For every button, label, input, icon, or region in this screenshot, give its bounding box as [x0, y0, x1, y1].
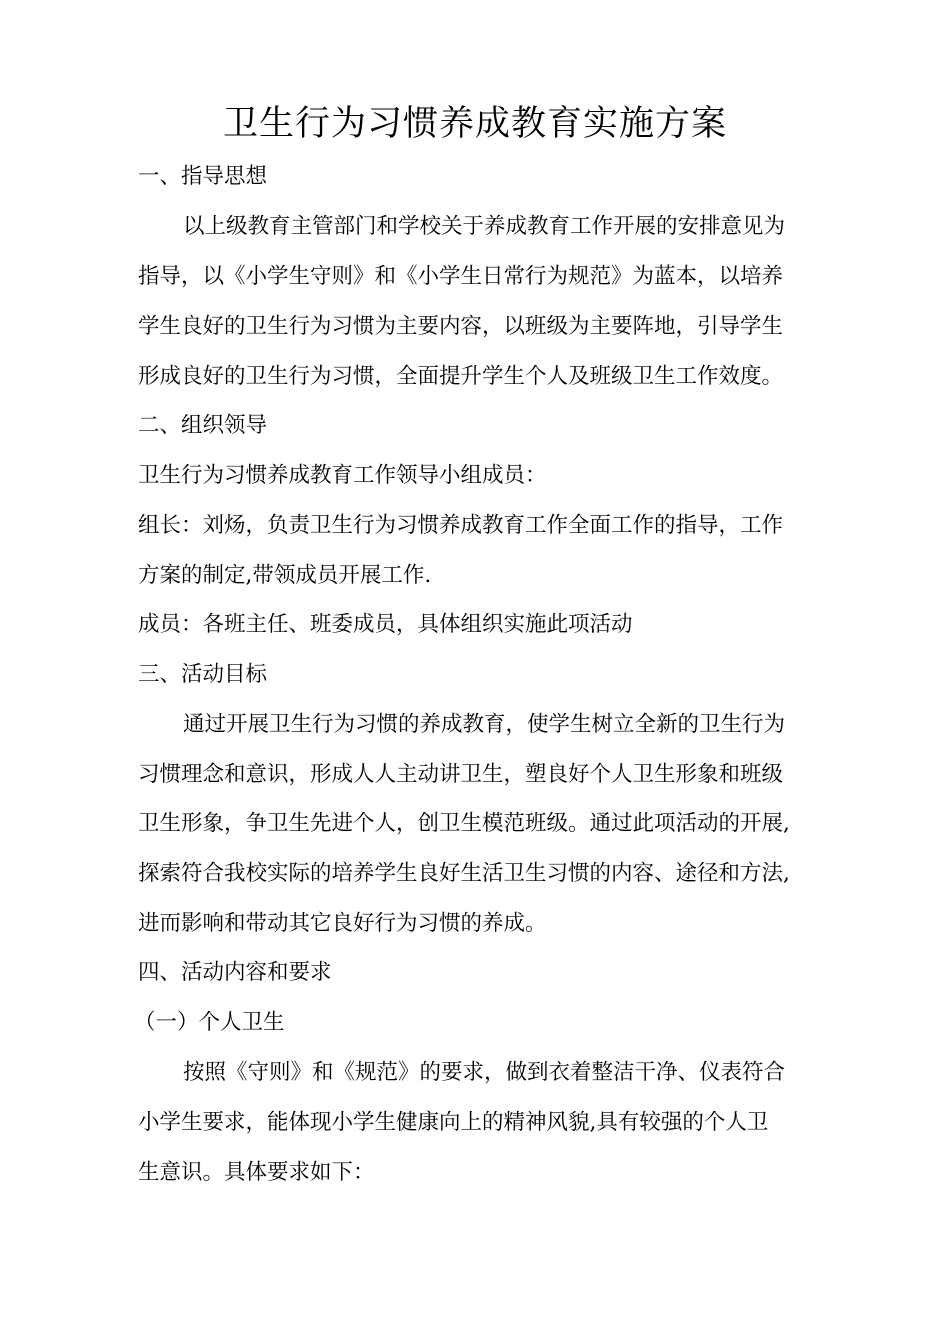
- paragraph-line: 通过开展卫生行为习惯的养成教育，使学生树立全新的卫生行为: [183, 712, 786, 737]
- document-title: 卫生行为习惯养成教育实施方案: [222, 104, 727, 144]
- paragraph-line: 进而影响和带动其它良好行为习惯的养成。: [138, 911, 547, 936]
- paragraph-line: 生意识。具体要求如下：: [138, 1160, 375, 1185]
- section-heading-activity-content: 四、活动内容和要求: [138, 960, 332, 985]
- paragraph-line: 按照《守则》和《规范》的要求，做到衣着整洁干净、仪表符合: [183, 1060, 786, 1085]
- section-heading-guiding-thought: 一、指导思想: [138, 164, 268, 189]
- paragraph-line: 卫生行为习惯养成教育工作领导小组成员：: [138, 463, 547, 488]
- paragraph-line: 探索符合我校实际的培养学生良好生活卫生习惯的内容、途径和方法,: [138, 861, 790, 886]
- paragraph-line: 卫生形象，争卫生先进个人，创卫生模范班级。通过此项活动的开展,: [138, 811, 790, 836]
- paragraph-line: 形成良好的卫生行为习惯，全面提升学生个人及班级卫生工作效度。: [138, 364, 784, 389]
- paragraph-line: 习惯理念和意识，形成人人主动讲卫生，塑良好个人卫生形象和班级: [138, 762, 784, 787]
- paragraph-line: 成员：各班主任、班委成员，具体组织实施此项活动: [138, 612, 633, 637]
- paragraph-line: 组长：刘炀，负责卫生行为习惯养成教育工作全面工作的指导，工作: [138, 513, 784, 538]
- section-heading-activity-goals: 三、活动目标: [138, 662, 268, 687]
- subsection-heading-personal-hygiene: （一）个人卫生: [134, 1010, 285, 1035]
- section-heading-organization: 二、组织领导: [138, 413, 268, 438]
- paragraph-line: 小学生要求，能体现小学生健康向上的精神风貌,具有较强的个人卫: [138, 1110, 769, 1135]
- paragraph-line: 方案的制定,带领成员开展工作.: [138, 563, 432, 588]
- paragraph-line: 指导，以《小学生守则》和《小学生日常行为规范》为蓝本，以培养: [138, 264, 784, 289]
- paragraph-line: 学生良好的卫生行为习惯为主要内容，以班级为主要阵地，引导学生: [138, 314, 784, 339]
- paragraph-line: 以上级教育主管部门和学校关于养成教育工作开展的安排意见为: [183, 214, 786, 239]
